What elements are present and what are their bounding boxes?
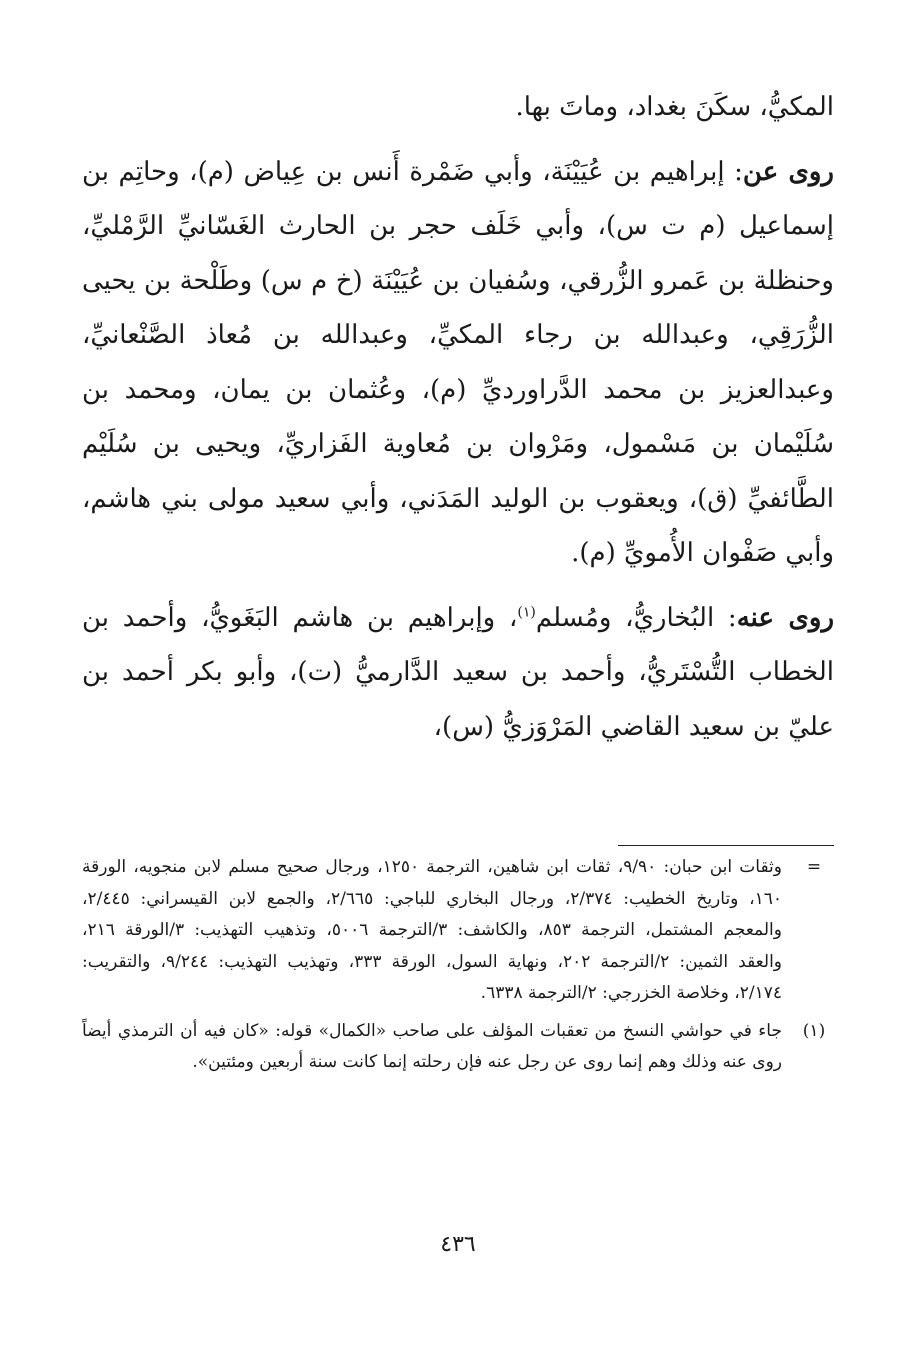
footnote-text: جاء في حواشي النسخ من تعقبات المؤلف على صاحب «الكمال» قوله: «كان فيه أن الترمذي أيضاً روى عنه وذلك وهم إنما روى عن رجل عنه فإن رحلته إنما كانت سنة أربعين ومئتين». — [82, 1020, 782, 1072]
page-number: ٤٣٦ — [440, 1232, 476, 1257]
footnote-text: وثقات ابن حبان: ٩/٩٠، ثقات ابن شاهين، الترجمة ١٢٥٠، ورجال صحيح مسلم لابن منجويه، الورقة ١٦٠، وتاريخ الخطيب: ٢/٣٧٤، ورجال البخاري للباجي: ٢/٦٦٥، والجمع لابن القيسراني: ٢/٤٤٥، والمعجم المشتمل، الترجمة ٨٥٣، والكاشف: ٣/الترجمة ٥٠٠٦، وتذهيب التهذيب: ٣/الورقة ٢١٦، والعقد الثمين: ٢/الترجمة ٢٠٢، ونهاية السول، الورقة ٣٣٣، وتهذيب التهذيب: ٩/٢٤٤، والتقريب: ٢/١٧٤، وخلاصة الخزرجي: ٢/الترجمة ٦٣٣٨. — [82, 857, 782, 1003]
narrated-by-text-a: : البُخاريُّ، ومُسلم — [535, 602, 737, 633]
narrated-by-text-b: ، وإبراهيم بن هاشم البَغَويُّ، وأحمد بن الخطاب التُّسْتَريُّ، وأحمد بن سعيد الدَّارميُّ (ت)، وأبو بكر أحمد بن عليّ بن سعيد القاضي المَرْوَزيُّ (س)، — [82, 602, 834, 742]
intro-text: المكيُّ، سكَنَ بغداد، وماتَ بها. — [515, 92, 834, 122]
footnote-1 — [82, 1016, 834, 1079]
footnote-divider — [618, 845, 834, 846]
paragraph-narrated-from — [82, 145, 834, 581]
paragraph-intro — [82, 80, 834, 135]
footnote-marker: = — [806, 857, 822, 877]
narrated-from-heading: روى عن — [742, 156, 834, 187]
main-text — [82, 80, 834, 754]
narrated-by-heading: روى عنه — [736, 602, 835, 633]
narrated-from-text: : إبراهيم بن عُيَيْنَة، وأبي ضَمْرة أَنس بن عِياض (م)، وحاتِم بن إسماعيل (م ت س)، وأبي خَلَف حجر بن الحارث الغَسّانيِّ الرَّمْليِّ، وحنظلة بن عَمرو الزُّرقي، وسُفيان بن عُيَيْنَة (خ م س) وطَلْحة بن يحيى الزُّرَقِي، وعبدالله بن رجاء المكيِّ، وعبدالله بن مُعاذ الصَّنْعانيِّ، وعبدالعزيز بن محمد الدَّراورديِّ (م)، وعُثمان بن يمان، ومحمد بن سُلَيْمان بن مَسْمول، ومَرْوان بن مُعاوية الفَزاريِّ، ويحيى بن سُلَيْم الطَّائفيِّ (ق)، ويعقوب بن الوليد المَدَني، وأبي سعيد مولى بني هاشم، وأبي صَفْوان الأُمويِّ (م). — [82, 156, 834, 568]
footnote-continued — [82, 852, 834, 1010]
footnotes — [82, 852, 834, 1079]
footnote-marker: (١) — [802, 1020, 826, 1041]
footnote-reference: (١) — [517, 603, 536, 620]
paragraph-narrated-by — [82, 591, 834, 755]
